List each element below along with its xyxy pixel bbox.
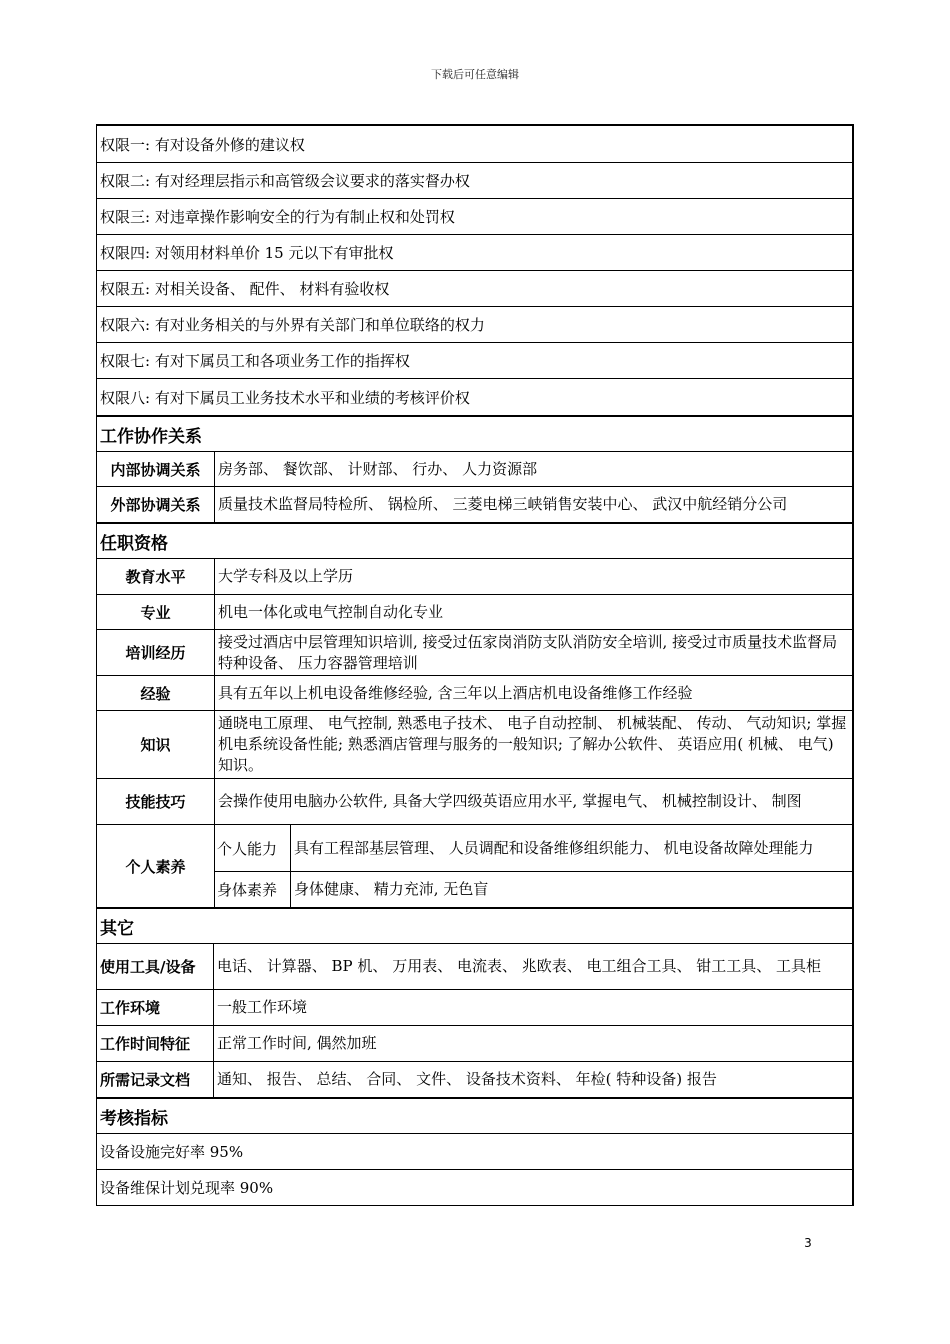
field-value: 会操作使用电脑办公软件, 具备大学四级英语应用水平, 掌握电气、 机械控制设计、 制图 [218, 792, 802, 810]
field-value: 质量技术监督局特检所、 锅检所、 三菱电梯三峡销售安装中心、 武汉中航经销分公司 [218, 495, 788, 513]
field-value: 通知、 报告、 总结、 合同、 文件、 设备技术资料、 年检( 特种设备) 报告 [217, 1070, 717, 1088]
physical-row [215, 871, 852, 907]
field-value: 通晓电工原理、 电气控制, 熟悉电子技术、 电子自动控制、 机械装配、 传动、 气动知识; 掌握机电系统设备性能; 熟悉酒店管理与服务的一般知识; 了解办公软件、 英语应用( 机械、 电气) 知识。 [218, 714, 847, 774]
permission-row [97, 306, 852, 342]
field-label: 技能技巧 [97, 779, 215, 824]
permission-row [97, 162, 852, 198]
field-label: 个人素养 [97, 825, 215, 907]
field-label: 经验 [97, 676, 215, 710]
permission-text: 权限五: 对相关设备、 配件、 材料有验收权 [100, 280, 390, 298]
major-row [97, 594, 852, 629]
permission-text: 权限四: 对领用材料单价 15 元以下有审批权 [100, 244, 394, 262]
field-label: 外部协调关系 [97, 487, 215, 522]
assessment-text: 设备维保计划兑现率 90% [100, 1179, 274, 1197]
permission-text: 权限三: 对违章操作影响安全的行为有制止权和处罚权 [100, 208, 455, 226]
field-label: 工作环境 [97, 990, 214, 1025]
education-row [97, 558, 852, 594]
page-number: 3 [804, 1236, 812, 1250]
field-label: 培训经历 [97, 630, 215, 675]
permission-text: 权限八: 有对下属员工业务技术水平和业绩的考核评价权 [100, 388, 470, 407]
field-value: 接受过酒店中层管理知识培训, 接受过伍家岗消防支队消防安全培训, 接受过市质量技术监督局特种设备、 压力容器管理培训 [218, 632, 838, 672]
page-header: 下载后可任意编辑 [431, 68, 519, 81]
knowledge-row [97, 710, 852, 778]
assessment-item [97, 1133, 852, 1169]
personal-quality-row [97, 824, 852, 907]
permission-row [97, 270, 852, 306]
section-title: 工作协作关系 [100, 426, 202, 447]
permission-text: 权限二: 有对经理层指示和高管级会议要求的落实督办权 [100, 172, 470, 190]
sub-label: 身体素养 [215, 872, 291, 907]
permission-text: 权限一: 有对设备外修的建议权 [100, 135, 305, 154]
section-cooperation [97, 415, 852, 451]
assessment-item [97, 1169, 852, 1205]
personal-quality-subtable [215, 825, 852, 907]
sub-value: 具有工程部基层管理、 人员调配和设备维修组织能力、 机电设备故障处理能力 [294, 838, 814, 857]
field-label: 工作时间特征 [97, 1026, 214, 1061]
section-title: 其它 [100, 918, 134, 939]
internal-coordination-row [97, 451, 852, 486]
field-label: 知识 [97, 711, 215, 778]
section-qualifications [97, 522, 852, 558]
experience-row [97, 675, 852, 710]
permission-text: 权限七: 有对下属员工和各项业务工作的指挥权 [100, 352, 410, 370]
work-time-row [97, 1025, 852, 1061]
training-row [97, 629, 852, 675]
tools-row [97, 943, 852, 989]
permission-row [97, 126, 852, 162]
section-title: 任职资格 [100, 533, 168, 554]
field-value: 机电一体化或电气控制自动化专业 [218, 602, 444, 621]
section-title: 考核指标 [100, 1108, 168, 1129]
field-label: 专业 [97, 595, 215, 629]
permission-row [97, 378, 852, 415]
section-other [97, 907, 852, 943]
permission-row [97, 234, 852, 270]
sub-label: 个人能力 [215, 825, 291, 871]
external-coordination-row [97, 486, 852, 522]
field-label: 使用工具/设备 [97, 944, 214, 989]
environment-row [97, 989, 852, 1025]
field-value: 大学专科及以上学历 [218, 567, 354, 585]
documents-row [97, 1061, 852, 1097]
field-label: 教育水平 [97, 559, 215, 594]
field-value: 正常工作时间, 偶然加班 [217, 1034, 377, 1052]
job-description-table [96, 124, 854, 1206]
field-label: 所需记录文档 [97, 1062, 214, 1097]
field-value: 房务部、 餐饮部、 计财部、 行办、 人力资源部 [218, 459, 538, 478]
permission-row [97, 342, 852, 378]
permission-text: 权限六: 有对业务相关的与外界有关部门和单位联络的权力 [100, 316, 485, 334]
assessment-text: 设备设施完好率 95% [100, 1143, 244, 1161]
field-label: 内部协调关系 [97, 452, 215, 486]
sub-value: 身体健康、 精力充沛, 无色盲 [294, 880, 489, 898]
field-value: 具有五年以上机电设备维修经验, 含三年以上酒店机电设备维修工作经验 [218, 683, 693, 702]
permission-row [97, 198, 852, 234]
field-value: 一般工作环境 [217, 998, 308, 1016]
skills-row [97, 778, 852, 824]
field-value: 电话、 计算器、 BP 机、 万用表、 电流表、 兆欧表、 电工组合工具、 钳工工具、 工具柜 [217, 957, 822, 975]
ability-row [215, 825, 852, 871]
section-assessment [97, 1097, 852, 1133]
